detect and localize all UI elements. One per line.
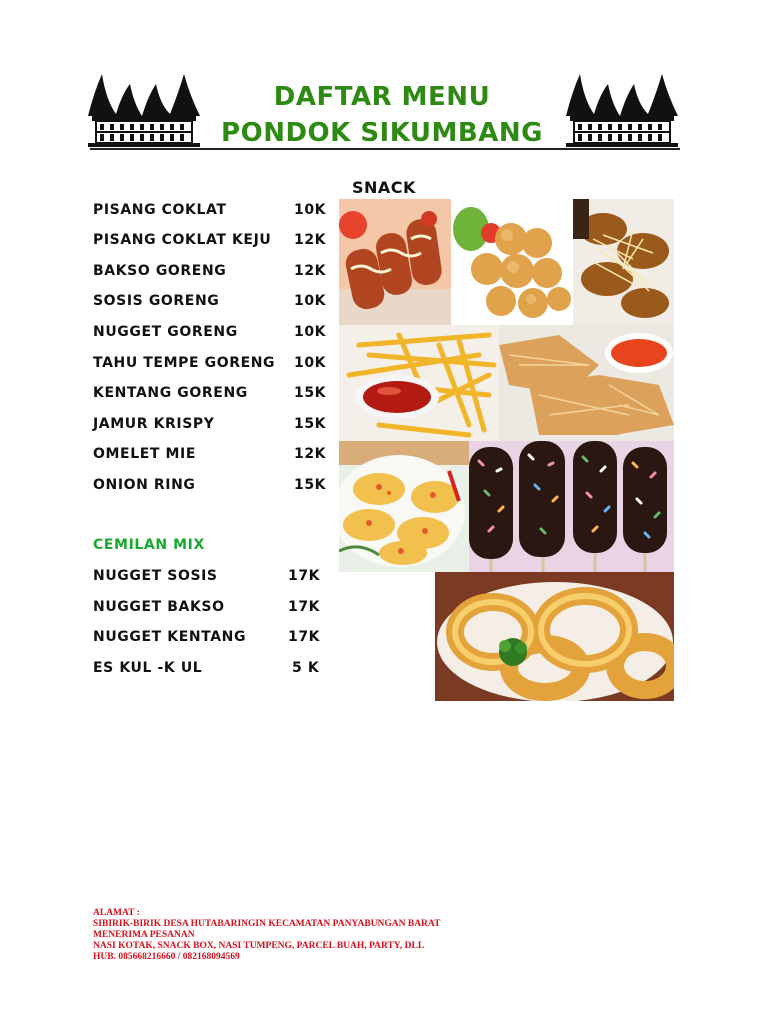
menu-item-price: 12K (294, 263, 327, 279)
french-fries-photo (339, 325, 499, 441)
sprinkle-dessert-photo (469, 441, 674, 572)
menu-item (93, 599, 333, 619)
menu-item (93, 416, 333, 436)
onion-ring-photo (435, 572, 674, 701)
menu-item-price: 10K (294, 355, 327, 371)
menu-item-name: PISANG COKLAT KEJU (93, 232, 272, 248)
menu-item-price: 10K (294, 202, 327, 218)
menu-item-name: NUGGET SOSIS (93, 568, 218, 584)
menu-item (93, 568, 333, 588)
menu-item-name: ONION RING (93, 477, 196, 493)
menu-item-name: JAMUR KRISPY (93, 416, 215, 432)
menu-item-price: 15K (294, 477, 327, 493)
page-subtitle: PONDOK SIKUMBANG (221, 118, 543, 148)
nugget-photo (451, 199, 573, 325)
rumah-gadang-icon (562, 70, 682, 152)
sausage-photo (339, 199, 451, 325)
menu-item-name: PISANG COKLAT (93, 202, 227, 218)
snack-heading: SNACK (352, 178, 416, 197)
menu-item-name: OMELET MIE (93, 446, 197, 462)
menu-item-price: 15K (294, 416, 327, 432)
footer-address: SIBIRIK-BIRIK DESA HUTABARINGIN KECAMATAN PANYABUNGAN BARAT (93, 919, 441, 929)
rumah-gadang-icon (84, 70, 204, 152)
menu-item-name: ES KUL -K UL (93, 660, 203, 676)
menu-item (93, 263, 333, 283)
page-title: DAFTAR MENU (273, 82, 491, 112)
menu-item (93, 385, 333, 405)
header-divider (90, 148, 680, 150)
menu-item (93, 293, 333, 313)
menu-item-price: 12K (294, 446, 327, 462)
omelet-mie-photo (339, 441, 469, 572)
menu-item-price: 5 K (292, 660, 320, 676)
crispy-mushroom-photo (499, 325, 674, 441)
menu-item-name: NUGGET KENTANG (93, 629, 247, 645)
banana-cheese-photo (573, 199, 674, 325)
menu-item (93, 232, 333, 252)
menu-item (93, 629, 333, 649)
menu-item-price: 15K (294, 385, 327, 401)
menu-item-price: 10K (294, 293, 327, 309)
menu-item (93, 202, 333, 222)
footer-address-label: ALAMAT : (93, 908, 140, 918)
cemilan-mix-heading: CEMILAN MIX (93, 537, 205, 553)
footer-contact (93, 908, 613, 963)
menu-item (93, 660, 333, 680)
menu-item-name: NUGGET GORENG (93, 324, 238, 340)
menu-item-name: NUGGET BAKSO (93, 599, 225, 615)
menu-item (93, 477, 333, 497)
menu-item-price: 17K (288, 629, 321, 645)
menu-item (93, 446, 333, 466)
menu-item (93, 355, 333, 375)
menu-item-name: BAKSO GORENG (93, 263, 227, 279)
menu-item-price: 12K (294, 232, 327, 248)
menu-item-name: TAHU TEMPE GORENG (93, 355, 276, 371)
menu-item-name: KENTANG GORENG (93, 385, 248, 401)
footer-order-label: MENERIMA PESANAN (93, 930, 195, 940)
menu-item-name: SOSIS GORENG (93, 293, 220, 309)
menu-item-price: 17K (288, 599, 321, 615)
menu-item-price: 10K (294, 324, 327, 340)
menu-item-price: 17K (288, 568, 321, 584)
footer-phone: HUB. 085668216660 / 082168094569 (93, 952, 240, 962)
menu-item (93, 324, 333, 344)
footer-services: NASI KOTAK, SNACK BOX, NASI TUMPENG, PARCEL BUAH, PARTY, DLL (93, 941, 425, 951)
